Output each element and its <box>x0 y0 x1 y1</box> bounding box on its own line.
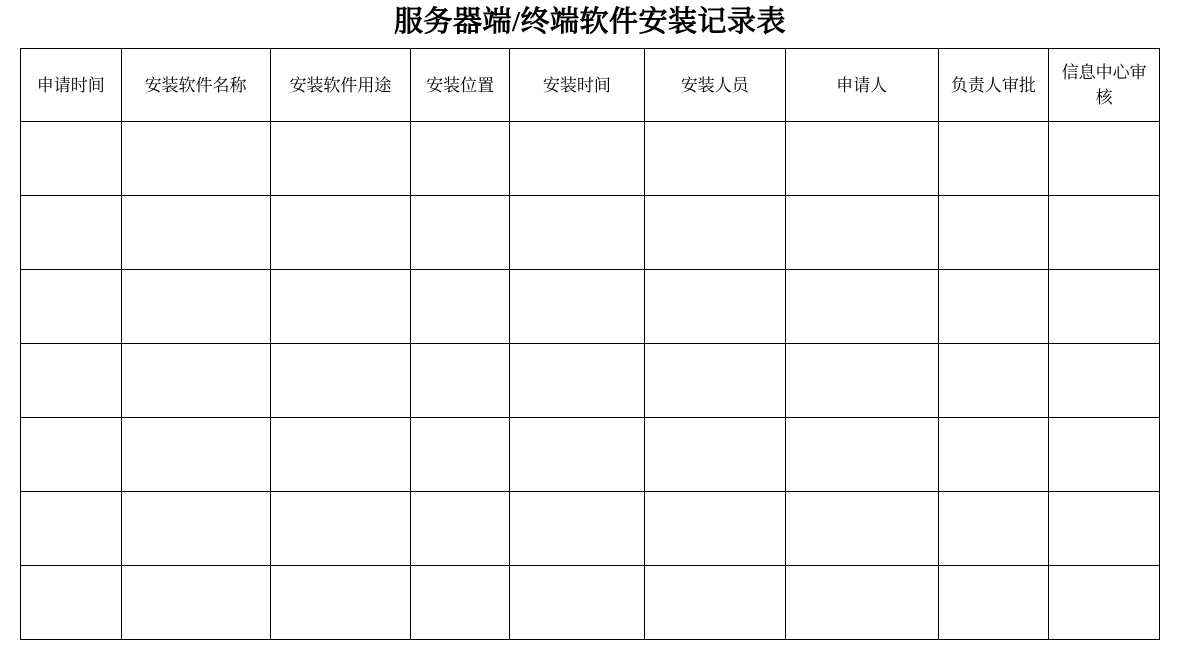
cell-software-name[interactable] <box>121 270 270 344</box>
cell-manager-approval[interactable] <box>938 418 1049 492</box>
cell-manager-approval[interactable] <box>938 344 1049 418</box>
cell-software-purpose[interactable] <box>270 492 411 566</box>
cell-install-location[interactable] <box>411 418 510 492</box>
cell-install-time[interactable] <box>509 270 644 344</box>
cell-manager-approval[interactable] <box>938 270 1049 344</box>
cell-installer[interactable] <box>644 196 785 270</box>
cell-software-name[interactable] <box>121 492 270 566</box>
cell-apply-time[interactable] <box>21 418 122 492</box>
cell-install-location[interactable] <box>411 566 510 640</box>
cell-install-location[interactable] <box>411 270 510 344</box>
cell-installer[interactable] <box>644 344 785 418</box>
cell-install-time[interactable] <box>509 418 644 492</box>
cell-apply-time[interactable] <box>21 270 122 344</box>
cell-it-center-review[interactable] <box>1049 196 1160 270</box>
cell-installer[interactable] <box>644 566 785 640</box>
cell-software-name[interactable] <box>121 566 270 640</box>
cell-apply-time[interactable] <box>21 196 122 270</box>
cell-applicant[interactable] <box>785 418 938 492</box>
cell-installer[interactable] <box>644 492 785 566</box>
page-title: 服务器端/终端软件安装记录表 <box>393 6 787 38</box>
table-row <box>21 418 1160 492</box>
table-row <box>21 122 1160 196</box>
software-install-record-table <box>20 48 1160 640</box>
cell-installer[interactable] <box>644 418 785 492</box>
cell-applicant[interactable] <box>785 344 938 418</box>
cell-software-purpose[interactable] <box>270 196 411 270</box>
cell-apply-time[interactable] <box>21 492 122 566</box>
cell-install-time[interactable] <box>509 196 644 270</box>
cell-software-name[interactable] <box>121 122 270 196</box>
cell-software-purpose[interactable] <box>270 270 411 344</box>
table-row <box>21 196 1160 270</box>
column-header-apply-time: 申请时间 <box>21 49 122 122</box>
cell-it-center-review[interactable] <box>1049 122 1160 196</box>
table-header <box>21 49 1160 122</box>
column-header-software-name: 安装软件名称 <box>121 49 270 122</box>
cell-install-time[interactable] <box>509 492 644 566</box>
cell-software-purpose[interactable] <box>270 122 411 196</box>
cell-manager-approval[interactable] <box>938 566 1049 640</box>
cell-installer[interactable] <box>644 270 785 344</box>
cell-it-center-review[interactable] <box>1049 566 1160 640</box>
cell-software-name[interactable] <box>121 344 270 418</box>
cell-applicant[interactable] <box>785 566 938 640</box>
cell-software-purpose[interactable] <box>270 566 411 640</box>
cell-install-location[interactable] <box>411 492 510 566</box>
table-row <box>21 566 1160 640</box>
document-page <box>0 2 1180 650</box>
column-header-manager-approval: 负责人审批 <box>938 49 1049 122</box>
column-header-installer: 安装人员 <box>644 49 785 122</box>
cell-applicant[interactable] <box>785 492 938 566</box>
cell-install-location[interactable] <box>411 122 510 196</box>
cell-applicant[interactable] <box>785 270 938 344</box>
column-header-install-time: 安装时间 <box>509 49 644 122</box>
table-row <box>21 492 1160 566</box>
cell-manager-approval[interactable] <box>938 492 1049 566</box>
column-header-applicant: 申请人 <box>785 49 938 122</box>
cell-it-center-review[interactable] <box>1049 418 1160 492</box>
cell-software-purpose[interactable] <box>270 418 411 492</box>
cell-software-name[interactable] <box>121 196 270 270</box>
cell-install-location[interactable] <box>411 196 510 270</box>
cell-software-purpose[interactable] <box>270 344 411 418</box>
cell-install-time[interactable] <box>509 122 644 196</box>
cell-applicant[interactable] <box>785 122 938 196</box>
cell-manager-approval[interactable] <box>938 196 1049 270</box>
cell-installer[interactable] <box>644 122 785 196</box>
cell-it-center-review[interactable] <box>1049 492 1160 566</box>
cell-install-time[interactable] <box>509 566 644 640</box>
cell-install-location[interactable] <box>411 344 510 418</box>
table-row <box>21 270 1160 344</box>
cell-applicant[interactable] <box>785 196 938 270</box>
cell-manager-approval[interactable] <box>938 122 1049 196</box>
column-header-software-purpose: 安装软件用途 <box>270 49 411 122</box>
table-header-row <box>21 49 1160 122</box>
cell-apply-time[interactable] <box>21 566 122 640</box>
cell-apply-time[interactable] <box>21 122 122 196</box>
cell-install-time[interactable] <box>509 344 644 418</box>
cell-it-center-review[interactable] <box>1049 270 1160 344</box>
cell-apply-time[interactable] <box>21 344 122 418</box>
cell-it-center-review[interactable] <box>1049 344 1160 418</box>
table-body <box>21 122 1160 640</box>
column-header-it-center-review: 信息中心审核 <box>1049 49 1160 122</box>
table-row <box>21 344 1160 418</box>
column-header-install-location: 安装位置 <box>411 49 510 122</box>
table-container <box>0 48 1180 640</box>
cell-software-name[interactable] <box>121 418 270 492</box>
